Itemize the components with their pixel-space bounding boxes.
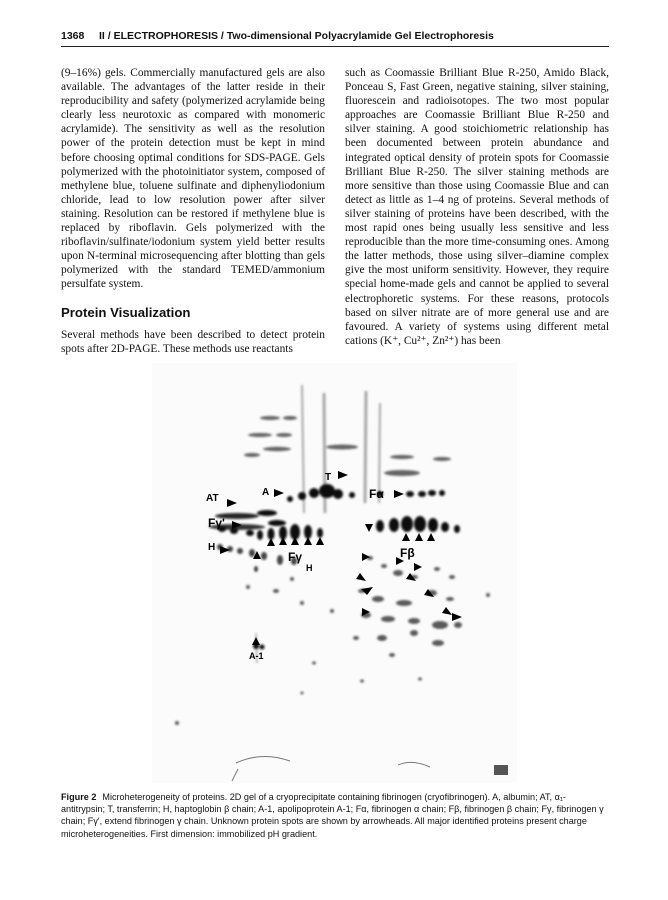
gel-figure [152, 363, 517, 783]
label-f-gamma: Fγ [288, 550, 303, 564]
running-title: II / ELECTROPHORESIS / Two-dimensional Polyacrylamide Gel Electrophoresis [99, 30, 494, 42]
left-paragraph-2: Several methods have been described to detect protein spots after 2D-PAGE. These methods use reactants [61, 328, 325, 355]
caption-text: Microheterogeneity of proteins. 2D gel of a cryoprecipitate containing fibrinogen (cryofibrinogen). A, albumin; AT, α₁-antitrypsin; T, transferrin; H, haptoglobin β chain; A-1, apolipoprotein A-1; Fα, fibrinogen α chain; Fβ, fibrinogen β chain; Fγ, fibrinogen γ chain; Fγ', extend fibrinogen γ chain. Unknown protein spots are shown by arrowheads. All major identified proteins present charge microheterogeneities. First dimension: immobilized pH gradient. [61, 792, 604, 839]
label-a: A [262, 487, 270, 498]
left-paragraph-1: (9–16%) gels. Commercially manufactured gels are also available. The advantages of the latter reside in their reproducibility and safety (polymerized acrylamide being clearly less neurotoxic as compared with monomeric acrylamide). The sensitivity as well as the resolution power of the protein detection must be kept in mind before choosing optimal conditions for SDS-PAGE. Gels polymerized with the photoinitiator system, composed of methylene blue, toluene sulfinate and diphenyliodonium chloride, lead to low resolution power after silver staining. Resolution can be restored if methylene blue is replaced by riboflavin. Gels polymerized with the riboflavin/sulfinate/iodonium system yield better results upon N-terminal microsequencing after blotting than gels polymerized with the standard TEMED/ammonium persulfate system. [61, 67, 325, 291]
gel-scattered-spots [175, 556, 490, 725]
corner-mark [494, 765, 508, 775]
right-column [345, 66, 609, 348]
gel-image [152, 363, 517, 783]
section-heading: Protein Visualization [61, 304, 191, 320]
caption-label: Figure 2 [61, 792, 97, 802]
label-t: T [325, 472, 332, 483]
figure-caption [61, 791, 609, 840]
label-f-beta: Fβ [400, 546, 415, 560]
gel-fbeta-train [376, 516, 460, 533]
label-h-mid: H [306, 563, 313, 573]
gel-fgamma-train [257, 524, 323, 540]
page-header [61, 24, 609, 47]
label-at: AT [206, 493, 219, 504]
label-f-alpha: Fα [369, 487, 384, 501]
page-number: 1368 [61, 30, 85, 42]
gel-top-rows [244, 416, 451, 476]
left-column [61, 66, 325, 356]
label-a1: A-1 [249, 651, 264, 661]
gel-bottom-artifacts [232, 756, 430, 781]
right-paragraph-1: such as Coomassie Brilliant Blue R-250, Amido Black, Ponceau S, Fast Green, negative staining, silver staining, fluorescein and radioisotopes. The two most popular approaches are Coomassie Brilliant Blue R-250 and silver staining. A good stoichiometric relationship has been documented between protein abundance and integrated optical density of protein spots for Coomassie Brilliant Blue R-250. The silver staining methods are more sensitive than those using Coomassie Blue and can detect as little as 1–4 ng of proteins. Several methods of silver staining of proteins have been described, with the most rapid ones being usually less sensitive and less reproducible than the more time-consuming ones. Among the latter methods, those using silver–diamine complex give the most uniform sensitivity. However, they require special home-made gels and cannot be applied to several electrophoretic systems. For these reasons, protocols based on silver nitrate are of more general use and are favoured. A variety of systems using different metal cations (K⁺, Cu²⁺, Zn²⁺) has been [345, 67, 609, 347]
label-f-gamma-prime: Fγ' [208, 516, 225, 530]
label-h-left: H [208, 542, 216, 553]
